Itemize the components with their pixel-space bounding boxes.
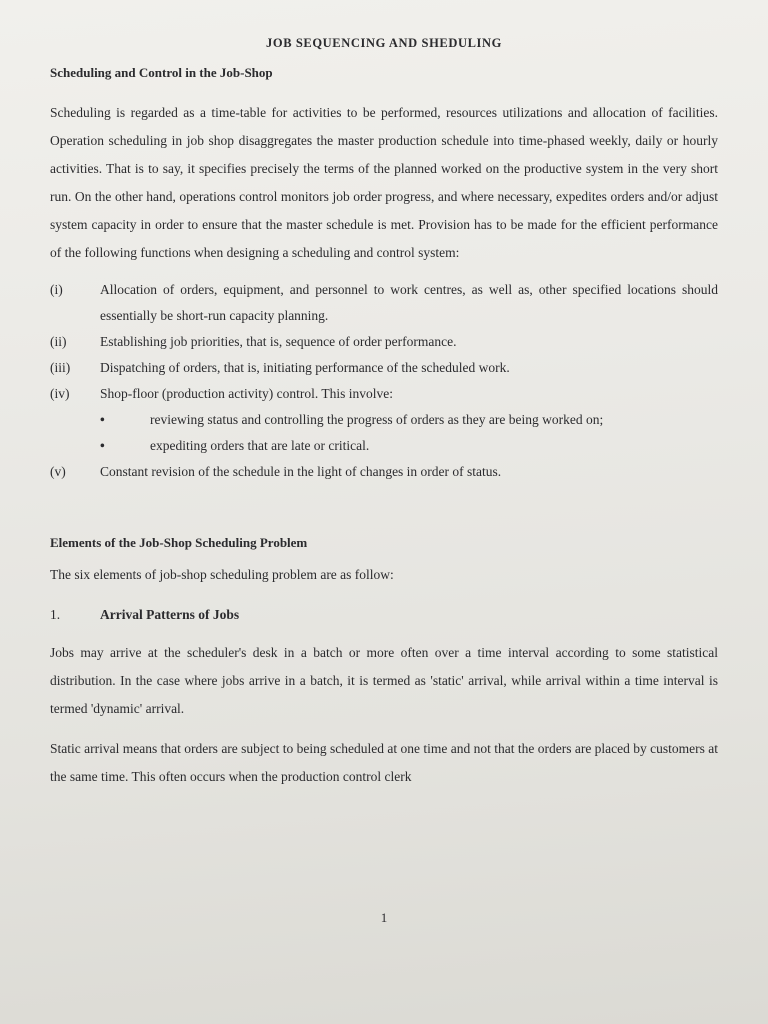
list-item-text: Dispatching of orders, that is, initiating performance of the scheduled work. [100,360,510,375]
bullet-indent [50,433,100,459]
list-item-text: Shop-floor (production activity) control. This involve: [100,386,393,401]
subheading-text: Arrival Patterns of Jobs [100,607,240,622]
bullet-text: reviewing status and controlling the progress of orders as they are being worked on; [150,412,604,427]
list-item [50,355,718,381]
list-item-number: (ii) [50,334,67,349]
list-item [50,381,718,407]
list-item-number: (iv) [50,386,70,401]
paragraph-elements-intro: The six elements of job-shop scheduling problem are as follow: [50,567,394,582]
list-item [50,277,718,329]
bullet-icon: • [100,438,105,453]
paragraph-scheduling-intro: Scheduling is regarded as a time-table for activities to be performed, resources utilizations and allocation of facilities. Operation scheduling in job shop disaggregates the master production schedule into time-phased weekly, daily or hourly activities. That is to say, it specifies precisely the terms of the planned worked on the productive system in the very short run. On the other hand, operations control monitors job order progress, and where necessary, expedites orders and/or adjust system capacity in order to ensure that the master schedule is met. Provision has to be made for the efficient performance of the following functions when designing a scheduling and control system: [50,105,718,260]
document-title: JOB SEQUENCING AND SHEDULING [266,36,502,50]
page-number: 1 [380,910,388,925]
list-item-number: (iii) [50,360,71,375]
paragraph-spacer [50,723,718,735]
bullet-sublist-container [50,407,718,459]
paragraph-static-arrival: Static arrival means that orders are subject to being scheduled at one time and not that the orders are placed by customers at the same time. This often occurs when the production control clerk [50,741,719,784]
bullet-indent [50,407,100,433]
list-item-text: Constant revision of the schedule in the light of changes in order of status. [100,464,502,479]
bullet-item [50,433,718,459]
list-item [50,459,718,485]
list-item-text: Allocation of orders, equipment, and personnel to work centres, as well as, other specified locations should essentially be short-run capacity planning. [100,282,718,323]
list-item [50,329,718,355]
list-item-number: (v) [50,464,66,479]
bullet-text: expediting orders that are late or critical. [150,438,370,453]
paragraph-arrival-patterns: Jobs may arrive at the scheduler's desk in a batch or more often over a time interval according to some statistical distribution. In the case where jobs arrive in a batch, it is termed as 'static' arrival, while arrival within a time interval is termed 'dynamic' arrival. [50,645,718,716]
bullet-item [50,407,718,433]
functions-list [50,277,718,485]
section-gap [50,485,718,535]
subheading-number: 1. [50,607,61,622]
subheading-arrival-patterns [50,607,718,623]
list-item-number: (i) [50,282,63,297]
section-heading-elements: Elements of the Job-Shop Scheduling Problem [50,535,308,550]
list-item-text: Establishing job priorities, that is, sequence of order performance. [100,334,457,349]
bullet-sublist [50,407,718,459]
section-heading-scheduling-control: Scheduling and Control in the Job-Shop [50,65,273,80]
bullet-icon: • [100,412,105,427]
